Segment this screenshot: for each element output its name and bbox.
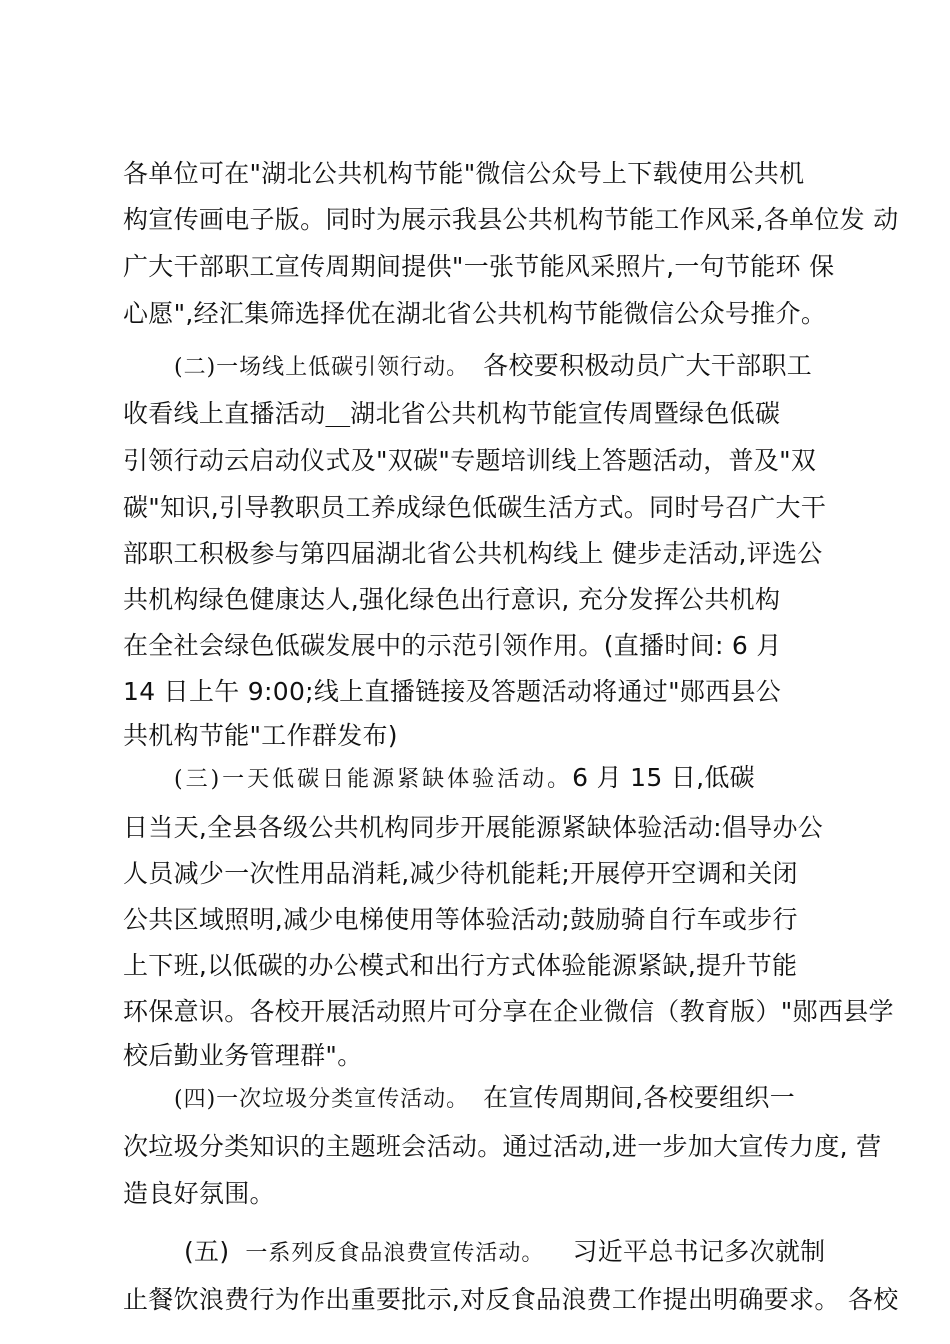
text-line: 止餐饮浪费行为作出重要批示,对反食品浪费工作提出明确要求。 各校	[123, 1285, 899, 1314]
text-run: 各校要积极动员广大干部职工	[483, 351, 813, 380]
section-heading-3: (三)一天低碳日能源紧缺体验活动。	[174, 767, 573, 792]
text-line: 在全社会绿色低碳发展中的示范引领作用。(直播时间: 6 月	[123, 631, 782, 660]
text-line: 校后勤业务管理群"。	[123, 1041, 363, 1070]
text-line: 次垃圾分类知识的主题班会活动。通过活动,进一步加大宣传力度, 营	[123, 1132, 882, 1161]
paragraph-first-line	[174, 1082, 795, 1116]
text-line: 碳"知识,引导教职员工养成绿色低碳生活方式。同时号召广大干	[123, 493, 827, 522]
text-line: 日当天,全县各级公共机构同步开展能源紧缺体验活动:倡导办公	[123, 813, 824, 842]
text-line: 14 日上午 9:00;线上直播链接及答题活动将通过"郧西县公	[123, 677, 782, 706]
text-line: 人员减少一次性用品消耗,减少待机能耗;开展停开空调和关闭	[123, 859, 798, 888]
text-line: 部职工积极参与第四届湖北省公共机构线上 健步走活动,评选公	[123, 539, 823, 568]
text-run: 在宣传周期间,各校要组织一	[483, 1083, 796, 1112]
text-line: 造良好氛围。	[123, 1179, 275, 1208]
section-number-5: (五)	[184, 1237, 230, 1266]
text-line: 上下班,以低碳的办公模式和出行方式体验能源紧缺,提升节能	[123, 951, 798, 980]
text-line: 心愿",经汇集筛选择优在湖北省公共机构节能微信公众号推介。	[123, 299, 827, 328]
text-line	[123, 398, 780, 430]
section-heading-5: 一系列反食品浪费宣传活动。	[245, 1241, 545, 1266]
text-line: 构宣传画电子版。同时为展示我县公共机构节能工作风采,各单位发 动	[123, 205, 899, 234]
paragraph-first-line	[174, 350, 812, 384]
text-run: 6 月 15 日,低碳	[572, 763, 755, 792]
text-line: 共机构节能"工作群发布)	[123, 721, 398, 750]
text-line: 各单位可在"湖北公共机构节能"微信公众号上下载使用公共机	[123, 159, 805, 188]
paragraph-first-line	[184, 1236, 825, 1270]
text-line: 共机构绿色健康达人,强化绿色出行意识, 充分发挥公共机构	[123, 585, 781, 614]
text-line: 环保意识。各校开展活动照片可分享在企业微信（教育版）"郧西县学	[123, 997, 894, 1026]
section-heading-4: (四)一次垃圾分类宣传活动。	[174, 1087, 470, 1112]
text-line: 广大干部职工宣传周期间提供"一张节能风采照片,一句节能环 保	[123, 252, 835, 281]
text-line: 引领行动云启动仪式及"双碳"专题培训线上答题活动，普及"双	[123, 446, 817, 475]
text-run: 湖北省公共机构节能宣传周暨绿色低碳	[350, 399, 781, 428]
paragraph-first-line	[174, 762, 755, 796]
section-heading-2: (二)一场线上低碳引领行动。	[174, 355, 470, 380]
text-line: 公共区域照明,减少电梯使用等体验活动;鼓励骑自行车或步行	[123, 905, 798, 934]
text-run: 收看线上直播活动	[123, 399, 326, 428]
blank-underline	[325, 399, 350, 428]
text-run: 习近平总书记多次就制	[572, 1237, 826, 1266]
